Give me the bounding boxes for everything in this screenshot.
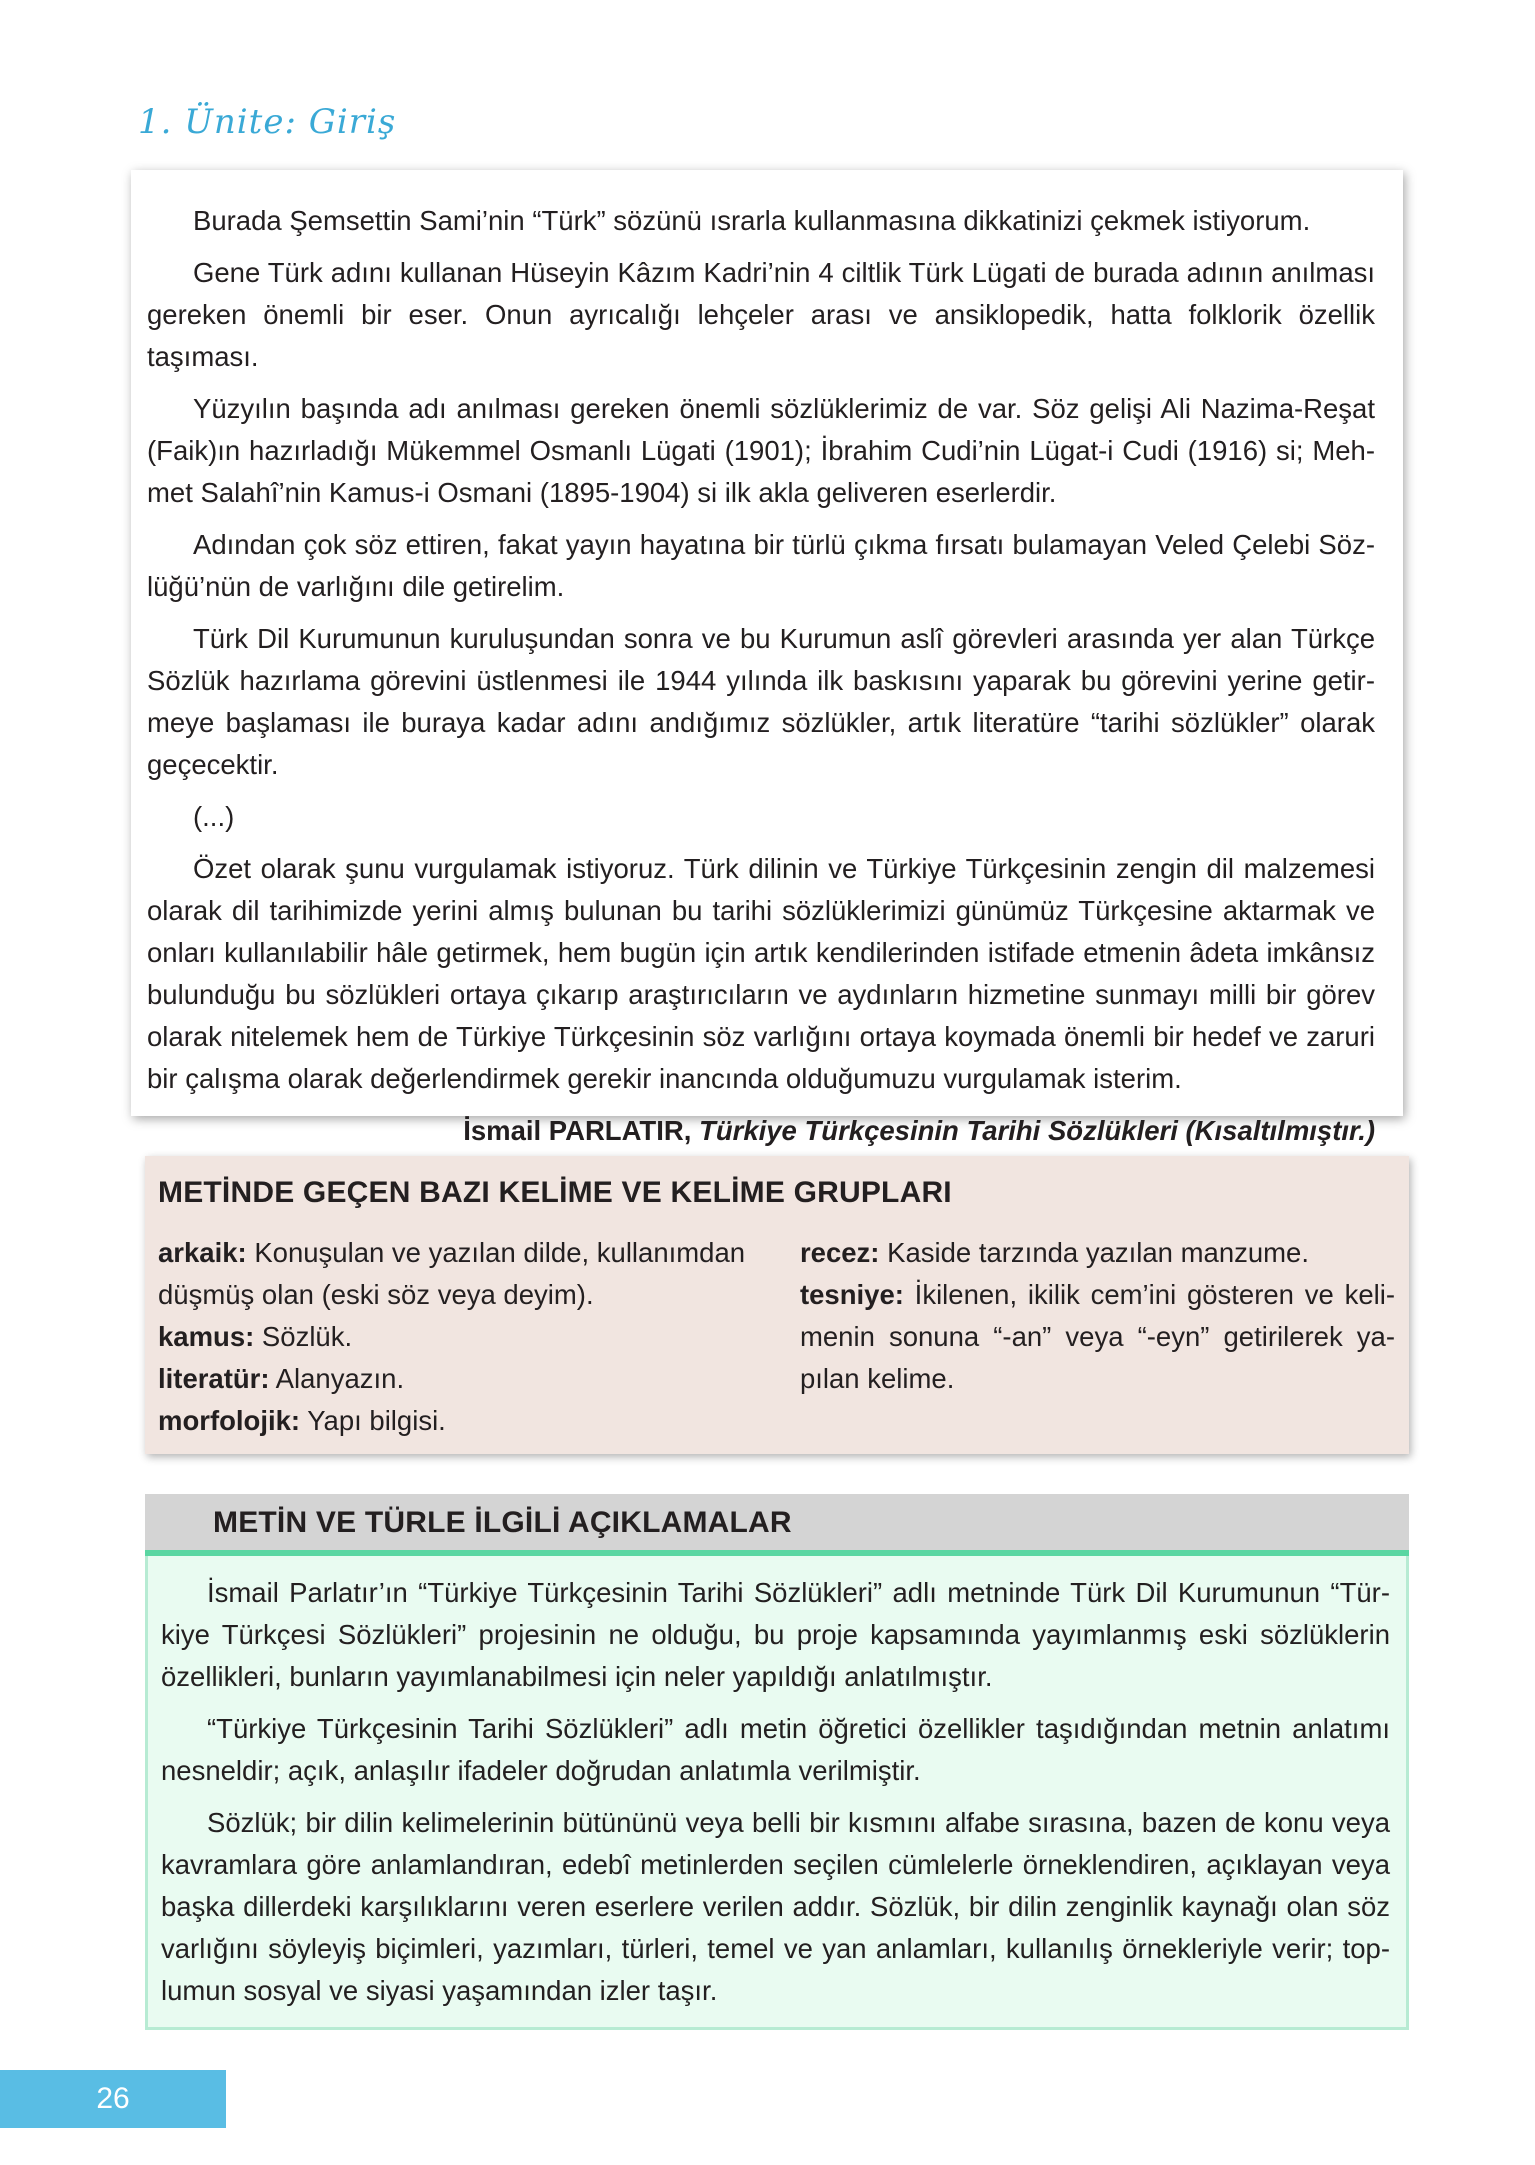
vocabulary-box <box>145 1156 1409 1454</box>
vocabulary-definition: Alanyazın. <box>269 1363 405 1394</box>
vocabulary-term: tesniye: <box>799 1279 904 1310</box>
vocabulary-column-left <box>158 1232 800 1442</box>
quote-paragraph: Özet olarak şunu vurgulamak istiyoruz. Türk dilinin ve Türkiye Türkçesinin zengin dil malzemesi olarak dil tarihimizde yerini almış bulunan bu tarihi sözlüklerimizi günümüz Türkçesine aktarmak ve onları kullanılabilir hâle getirmek, hem bugün için artık kendilerinden istifade etmenin âdeta imkânsız bulunduğu bu sözlükleri ortaya çıkarıp araştırıcıların ve aydınların hizmetine sunmayı milli bir görev olarak nitelemek hem de Türkiye Türkçesinin söz varlığını ortaya koymada önemli bir hedef ve zaruri bir çalışma olarak değerlendirmek gerekir inancında olduğumuzu vurgulamak isterim. <box>147 853 1375 1094</box>
vocabulary-entry <box>800 1232 1395 1274</box>
vocabulary-definition: İkilenen, ikilik cem’ini gösteren ve kelimenin sonuna “-an” veya “-eyn” getirilerek yapılan kelime. <box>799 1279 1395 1394</box>
quote-paragraph: (...) <box>193 801 235 832</box>
quote-box <box>131 170 1403 1146</box>
vocabulary-term: arkaik: <box>158 1237 247 1268</box>
explanations-header <box>145 1494 1409 1550</box>
vocabulary-term: literatür: <box>158 1363 270 1394</box>
vocabulary-definition: Yapı bilgisi. <box>300 1405 446 1436</box>
quote-paragraph: Türk Dil Kurumunun kuruluşundan sonra ve bu Kurumun aslî görevleri arasında yer alan Türkçe Sözlük hazırlama görevini üstlenmesi ile 1944 yılında ilk baskısını yaparak bu görevini yerine getirmeye başlaması ile buraya kadar adını andığımız sözlükler, artık literatüre “tarihi sözlükler” olarak geçecektir. <box>147 623 1375 780</box>
explanations-title: METİN VE TÜRLE İLGİLİ AÇIKLAMALAR <box>213 1506 792 1539</box>
vocabulary-entry <box>158 1400 768 1442</box>
quote-paragraph: Yüzyılın başında adı anılması gereken önemli sözlüklerimiz de var. Söz gelişi Ali Nazima-Reşat (Faik)ın hazırladığı Mükemmel Osmanlı Lügati (1901); İbrahim Cudi’nin Lügat-i Cudi (1916) si; Mehmet Salahî’nin Kamus-i Osmani (1895-1904) si ilk akla geliveren eserlerdir. <box>147 393 1375 508</box>
vocabulary-title: METİNDE GEÇEN BAZI KELİME VE KELİME GRUPLARI <box>158 1176 952 1209</box>
quote-paragraph: Burada Şemsettin Sami’nin “Türk” sözünü ısrarla kullanmasına dikkatinizi çekmek istiyorum. <box>193 205 1311 236</box>
vocabulary-term: kamus: <box>158 1321 255 1352</box>
vocabulary-column-right <box>800 1232 1395 1442</box>
explanations-box <box>145 1556 1409 2030</box>
quote-source <box>147 1110 1375 1152</box>
vocabulary-entry <box>158 1316 768 1358</box>
vocabulary-entry <box>158 1358 768 1400</box>
quote-paragraph: Gene Türk adını kullanan Hüseyin Kâzım Kadri’nin 4 ciltlik Türk Lügati de burada adının anılması gereken önemli bir eser. Onun ayrıcalığı lehçeler arası ve ansiklopedik, hatta folklorik özellik taşıması. <box>147 257 1375 372</box>
vocabulary-entry <box>158 1232 768 1316</box>
explanation-paragraph: İsmail Parlatır’ın “Türkiye Türkçesinin Tarihi Sözlükleri” adlı metninde Türk Dil Kurumunun “Türkiye Türkçesi Sözlükleri” projesinin ne olduğu, bu proje kapsamında yayımlanmış eski sözlüklerin özellikleri, bunların yayımlanabilmesi için neler yapıldığı anlatılmıştır. <box>161 1577 1390 1692</box>
vocabulary-term: morfolojik: <box>158 1405 301 1436</box>
vocabulary-definition: Kaside tarzında yazılan manzume. <box>879 1237 1309 1268</box>
vocabulary-entry <box>800 1274 1395 1400</box>
source-author: İsmail PARLATIR, <box>463 1115 700 1146</box>
page-number: 26 <box>0 2070 226 2128</box>
vocabulary-definition: Konuşulan ve yazılan dilde, kullanımdan düşmüş olan (eski söz veya deyim). <box>158 1237 746 1310</box>
explanation-paragraph: Sözlük; bir dilin kelimelerinin bütününü veya belli bir kısmını alfabe sırasına, bazen de konu veya kavramlara göre anlamlandıran, edebî metinlerden seçilen cümlelerle örneklendiren, açıklayan veya başka dillerdeki karşılıklarını veren eserlere verilen addır. Sözlük, bir dilin zenginlik kaynağı olan söz varlığını söyleyiş biçimleri, yazımları, türleri, temel ve yan anlamları, kullanılış örnekleriyle verir; toplumun sosyal ve siyasi yaşamından izler taşır. <box>161 1807 1390 2006</box>
vocabulary-definition: Sözlük. <box>254 1321 353 1352</box>
quote-paragraph: Adından çok söz ettiren, fakat yayın hayatına bir türlü çıkma fırsatı bulamayan Veled Çelebi Sözlüğü’nün de varlığını dile getirelim. <box>147 529 1375 602</box>
vocabulary-columns <box>158 1232 1395 1442</box>
explanation-paragraph: “Türkiye Türkçesinin Tarihi Sözlükleri” adlı metin öğretici özellikler taşıdığından metnin anlatımı nesneldir; açık, anlaşılır ifadeler doğrudan anlatımla verilmiştir. <box>161 1713 1390 1786</box>
unit-title: 1. Ünite: Giriş <box>138 102 397 142</box>
vocabulary-term: recez: <box>799 1237 880 1268</box>
source-title: Türkiye Türkçesinin Tarihi Sözlükleri (Kısaltılmıştır.) <box>699 1115 1375 1146</box>
